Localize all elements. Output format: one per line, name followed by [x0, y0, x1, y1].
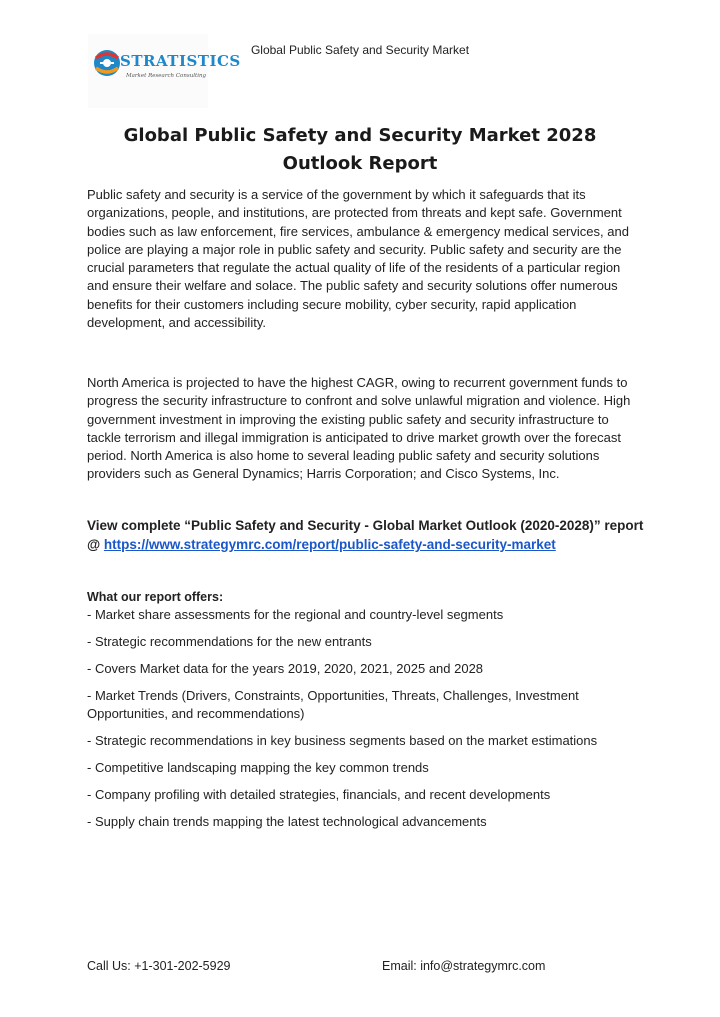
offer-list-item: - Competitive landscaping mapping the key common trends	[87, 760, 429, 775]
offer-list-item: - Supply chain trends mapping the latest technological advancements	[87, 814, 487, 829]
offer-list-item: - Market Trends (Drivers, Constraints, Opportunities, Threats, Challenges, Investment Opportunities, and recommendations)	[87, 688, 579, 721]
report-link[interactable]: https://www.strategymrc.com/report/public-safety-and-security-market	[103, 537, 556, 552]
footer-email: Email: info@strategymrc.com	[382, 959, 546, 973]
offer-list-item: - Company profiling with detailed strategies, financials, and recent developments	[87, 787, 551, 802]
regional-paragraph: North America is projected to have the highest CAGR, owing to recurrent government funds to progress the security infrastructure to confront and solve unlawful migration and violence. High government investment in improving the existing public safety and security infrastructure to tackle terrorism and illegal immigration is anticipated to drive market growth over the forecast period. North America is also home to several leading public safety and security solutions providers such as General Dynamics; Harris Corporation; and Cisco Systems, Inc.	[87, 375, 631, 482]
offer-list-item: - Strategic recommendations in key business segments based on the market estimations	[87, 733, 598, 748]
offer-list-item: - Strategic recommendations for the new entrants	[87, 634, 372, 649]
intro-paragraph: Public safety and security is a service of the government by which it safeguards that its organizations, people, and institutions, are protected from threats and kept safe. Government bodies such as law enforcement, fire services, ambulance & emergency medical services, and police are playing a major role in public safety and security. Public safety and security are the crucial parameters that regulate the actual quality of life of the residents of a particular region and ensure their welfare and solace. The public safety and security solutions offer numerous benefits for their customers including secure mobility, cyber security, rapid application development, and accessibility.	[87, 187, 629, 331]
logo-wordmark: STRATISTICS	[120, 52, 241, 70]
offers-heading: What our report offers:	[87, 590, 224, 604]
report-cta	[87, 516, 647, 554]
logo-tagline: Market Research Consulting	[126, 73, 207, 79]
page-header-title: Global Public Safety and Security Market	[250, 43, 470, 57]
document-title: Global Public Safety and Security Market 2028 Outlook Report	[123, 125, 597, 174]
offer-list-item: - Covers Market data for the years 2019, 2020, 2021, 2025 and 2028	[87, 661, 484, 676]
offer-list-item: - Market share assessments for the regional and country-level segments	[87, 607, 504, 622]
footer-phone: Call Us: +1-301-202-5929	[87, 959, 231, 973]
logo-globe-icon	[90, 46, 124, 80]
company-logo	[88, 34, 241, 108]
cta-text: View complete “Public Safety and Security - Global Market Outlook (2020-2028)” report @	[87, 518, 644, 552]
report-offers-section	[87, 588, 647, 840]
